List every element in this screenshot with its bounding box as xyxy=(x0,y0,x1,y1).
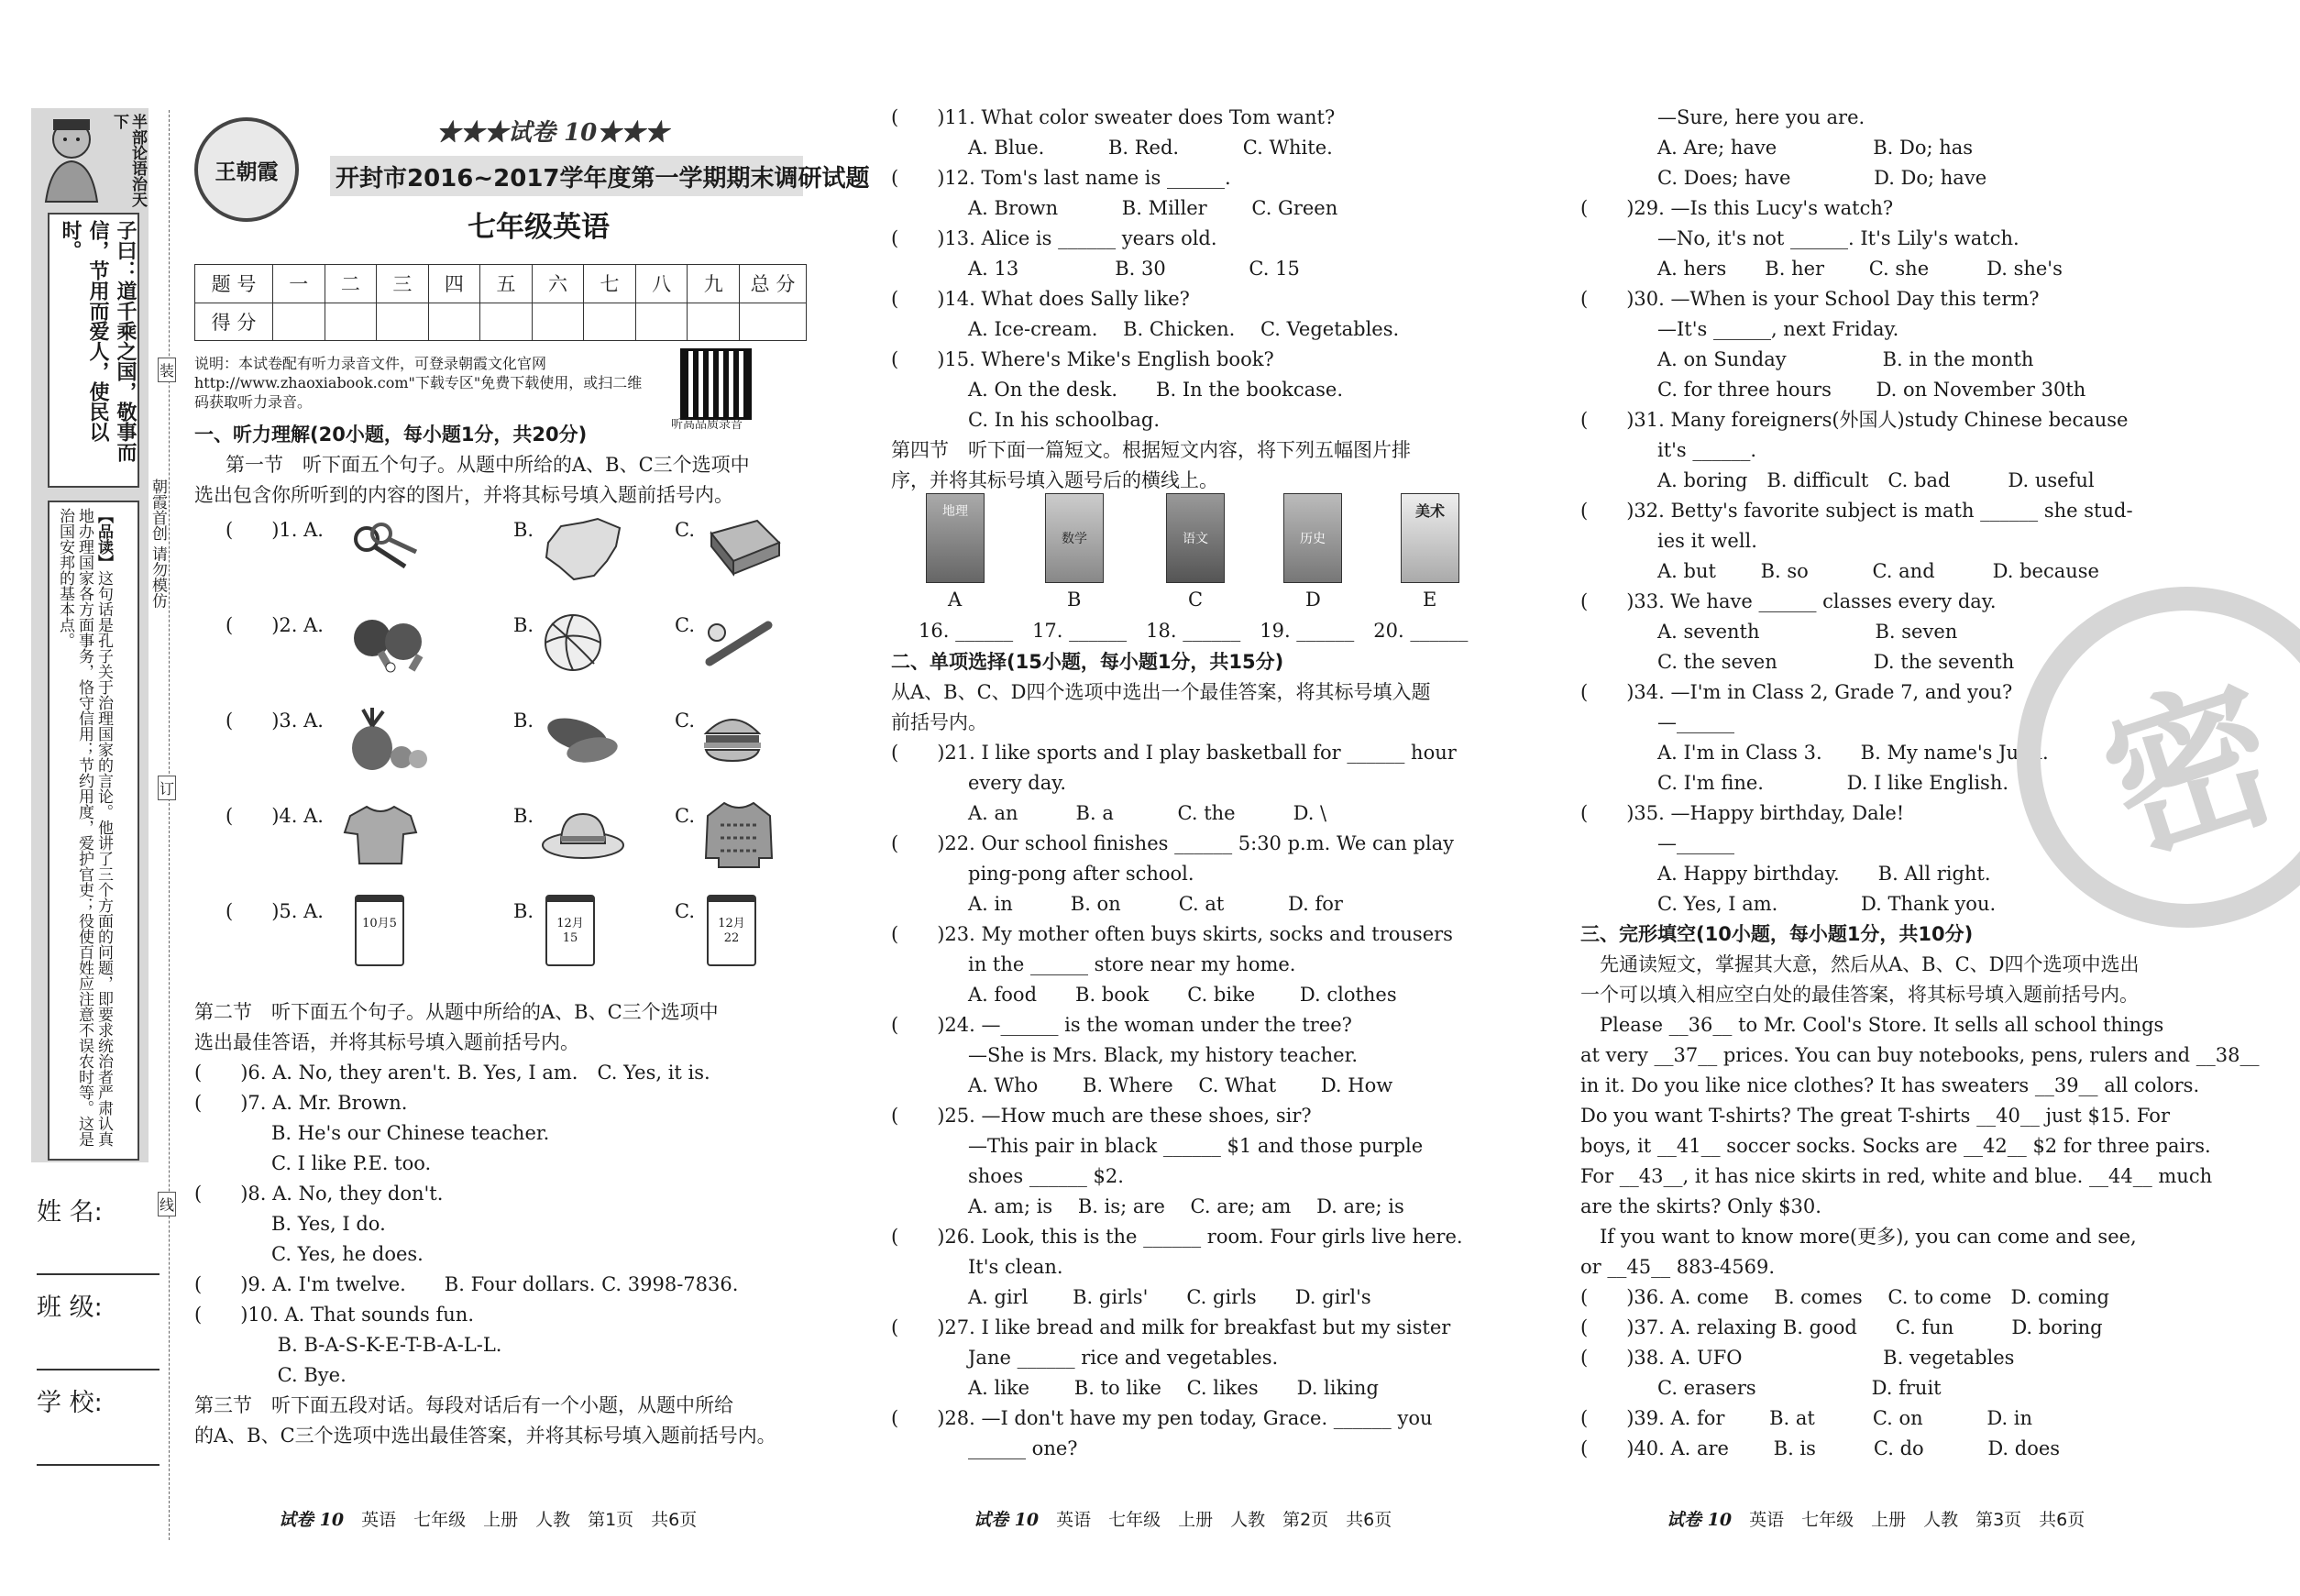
textbook-label: C xyxy=(1188,589,1204,611)
score-cell[interactable] xyxy=(584,303,636,341)
question-line: A. Who B. Where C. What D. How xyxy=(891,1074,1393,1096)
instruction-line: 选出包含你所听到的内容的图片，并将其标号填入题前括号内。 xyxy=(194,484,733,506)
question-line: 第四节 听下面一篇短文。根据短文内容，将下列五幅图片排 xyxy=(891,439,1411,461)
score-head: 总 分 xyxy=(740,265,807,303)
score-head: 四 xyxy=(428,265,480,303)
question-line: ( )9. A. I'm twelve. B. Four dollars. C. 3998-7836. xyxy=(194,1273,739,1295)
question-line: C. I like P.E. too. xyxy=(194,1152,432,1174)
question-line: A. like B. to like C. likes D. liking xyxy=(891,1377,1379,1399)
question-line: A. food B. book C. bike D. clothes xyxy=(891,984,1397,1006)
score-head: 六 xyxy=(532,265,584,303)
reading-text: 这句话是孔子关于治理国家的言论。他讲了三个方面的问题，即要求统治者严肃认真地办理国家各方面事务，恪守信用；节约用度，爱护官吏；役使百姓应注意不误农时等。这是治国安邦的基本点。 xyxy=(56,508,113,1147)
question-line: A. Ice-cream. B. Chicken. C. Vegetables. xyxy=(891,318,1400,340)
question-line: C. Yes, I am. D. Thank you. xyxy=(1580,893,1997,915)
calendar-date: 12月22 xyxy=(718,917,745,945)
question-line: —This pair in black ______ $1 and those purple xyxy=(891,1135,1424,1157)
hat-icon[interactable] xyxy=(539,807,627,862)
question-line: ( )34. —I'm in Class 2, Grade 7, and you? xyxy=(1580,681,2013,703)
question-line: ( )23. My mother often buys skirts, socks and trousers xyxy=(891,923,1453,945)
question-line: A. 13 B. 30 C. 15 xyxy=(891,258,1300,280)
watermark-seal xyxy=(1973,543,2300,973)
question-line: A. seventh B. seven xyxy=(1580,621,1958,643)
option-b-label: B. xyxy=(513,710,534,732)
footer-text: 英语 七年级 上册 人教 第2页 共6页 xyxy=(1056,1510,1392,1530)
calendar-date: 12月15 xyxy=(556,917,584,945)
question-line: boys, it __41__ soccer socks. Socks are __42__ $2 for three pairs. xyxy=(1580,1135,2211,1157)
question-line: ( )27. I like bread and milk for breakfast but my sister xyxy=(891,1316,1451,1338)
question-line: —Sure, here you are. xyxy=(1580,106,1865,128)
question-line: 一个可以填入相应空白处的最佳答案，将其标号填入题前括号内。 xyxy=(1580,984,2139,1006)
question-line: It's clean. xyxy=(891,1256,1063,1278)
textbook-label: D xyxy=(1305,589,1321,611)
score-cell[interactable] xyxy=(480,303,533,341)
page-footer xyxy=(279,1506,697,1531)
question-line: A. girl B. girls' C. girls D. girl's xyxy=(891,1286,1371,1308)
score-head: 五 xyxy=(480,265,533,303)
option-c-label: C. xyxy=(675,805,695,827)
section-title: 二、单项选择(15小题，每小题1分，共15分) xyxy=(891,651,1284,673)
textbook-label: A xyxy=(948,589,963,611)
cut-mark: 装 xyxy=(158,358,176,382)
school-field[interactable] xyxy=(37,1382,160,1466)
score-cell[interactable] xyxy=(532,303,584,341)
name-label: 姓 名: xyxy=(37,1198,103,1227)
cut-mark: 线 xyxy=(158,1192,176,1216)
ordering-blanks[interactable]: 16. ______ 17. ______ 18. ______ 19. ______ 20. ______ xyxy=(919,620,1469,642)
page-footer xyxy=(1667,1506,2085,1531)
option-c-label: C. xyxy=(675,614,695,636)
question-line: in it. Do you like nice clothes? It has sweaters __39__ all colors. xyxy=(1580,1074,2200,1096)
question-line: 第二节 听下面五个句子。从题中所给的A、B、C三个选项中 xyxy=(194,1001,719,1023)
hamburger-icon[interactable] xyxy=(700,710,765,765)
logo-seal xyxy=(194,117,299,222)
question-line: ( )11. What color sweater does Tom want? xyxy=(891,106,1336,128)
question-line: ( )8. A. No, they don't. xyxy=(194,1183,444,1205)
book-icon[interactable] xyxy=(702,515,785,585)
question-line: 的A、B、C三个选项中选出最佳答案，并将其标号填入题前括号内。 xyxy=(194,1425,776,1447)
question-line: C. Yes, he does. xyxy=(194,1243,424,1265)
question-line: B. B-A-S-K-E-T-B-A-L-L. xyxy=(194,1334,502,1356)
question-line: If you want to know more(更多), you can come and see, xyxy=(1580,1226,2137,1248)
score-label: 得 分 xyxy=(195,303,273,341)
question-line: ( )6. A. No, they aren't. B. Yes, I am. C. Yes, it is. xyxy=(194,1062,710,1084)
question-line: ping-pong after school. xyxy=(891,863,1194,885)
question-line: A. in B. on C. at D. for xyxy=(891,893,1343,915)
score-head: 八 xyxy=(635,265,688,303)
question-line: Jane ______ rice and vegetables. xyxy=(891,1347,1279,1369)
subject-title: 七年级英语 xyxy=(468,211,610,244)
score-cell[interactable] xyxy=(688,303,740,341)
score-cell[interactable] xyxy=(428,303,480,341)
reading-label: 【品读】 xyxy=(94,508,113,570)
textbook-cover-chinese[interactable] xyxy=(1166,493,1225,583)
score-cell[interactable] xyxy=(325,303,377,341)
question-3: ( )3. A. xyxy=(226,710,324,732)
sweet-potato-icon[interactable] xyxy=(541,711,623,766)
question-line: C. for three hours D. on November 30th xyxy=(1580,379,2086,401)
question-line: in the ______ store near my home. xyxy=(891,953,1296,975)
question-line: ( )7. A. Mr. Brown. xyxy=(194,1092,408,1114)
instruction-line: 第一节 听下面五个句子。从题中所给的A、B、C三个选项中 xyxy=(226,454,750,476)
question-line: C. erasers D. fruit xyxy=(1580,1377,1942,1399)
question-line: ( )10. A. That sounds fun. xyxy=(194,1304,475,1326)
question-line: ( )31. Many foreigners(外国人)study Chinese because xyxy=(1580,409,2129,431)
question-line: ( )14. What does Sally like? xyxy=(891,288,1190,310)
calendar-icon[interactable] xyxy=(354,897,405,964)
option-c-label: C. xyxy=(675,900,695,922)
keys-icon[interactable] xyxy=(348,521,422,576)
textbook-cover-geography[interactable] xyxy=(926,493,985,583)
question-line: Do you want T-shirts? The great T-shirts __40__ just $15. For xyxy=(1580,1105,2170,1127)
paper-label: ★★★试卷 10★★★ xyxy=(436,119,669,147)
option-b-label: B. xyxy=(513,900,534,922)
question-line: A. Happy birthday. B. All right. xyxy=(1580,863,1991,885)
question-line: ( )22. Our school finishes ______ 5:30 p.m. We can play xyxy=(891,832,1454,854)
logo-text: 王朝霞 xyxy=(215,159,279,184)
question-line: ( )32. Betty's favorite subject is math ______ she stud- xyxy=(1580,500,2133,522)
question-line: are the skirts? Only $30. xyxy=(1580,1195,1821,1217)
question-line: 选出最佳答语，并将其标号填入题前括号内。 xyxy=(194,1031,579,1053)
question-line: A. Brown B. Miller C. Green xyxy=(891,197,1338,219)
footer-paper: 试卷 10 xyxy=(279,1510,345,1530)
exam-title: 开封市2016~2017学年度第一学期期末调研试题 xyxy=(336,165,870,193)
question-line: 第三节 听下面五段对话。每段对话后有一个小题，从题中所给 xyxy=(194,1394,733,1416)
question-line: A. an B. a C. the D. \ xyxy=(891,802,1327,824)
sidebar-portrait xyxy=(33,110,110,205)
question-line: ( )36. A. come B. comes C. to come D. coming xyxy=(1580,1286,2109,1308)
question-line: A. I'm in Class 3. B. My name's Julia. xyxy=(1580,742,2049,764)
question-line: B. He's our Chinese teacher. xyxy=(194,1122,550,1144)
question-line: —______ xyxy=(1580,832,1734,854)
question-line: A. Are; have B. Do; has xyxy=(1580,137,1974,159)
sidebar-quote: 子曰：道千乘之国，敬事而信，节用而爱人，使民以时。 xyxy=(59,220,138,462)
sweater-icon[interactable] xyxy=(702,798,776,871)
option-c-label: C. xyxy=(675,710,695,732)
question-line: For __43__, it has nice skirts in red, white and blue. __44__ much xyxy=(1580,1165,2213,1187)
sidebar-reading xyxy=(55,508,113,1150)
question-line: ( )12. Tom's last name is ______. xyxy=(891,167,1231,189)
class-line xyxy=(37,1369,160,1370)
question-line: A. on Sunday B. in the month xyxy=(1580,348,2034,370)
school-label: 学 校: xyxy=(37,1389,103,1417)
textbook-label: B xyxy=(1067,589,1082,611)
question-line: ( )13. Alice is ______ years old. xyxy=(891,227,1217,249)
textbook-label: E xyxy=(1423,589,1437,611)
note-text: 说明：本试卷配有听力录音文件，可登录朝霞文化官网 http://www.zhaoxiabook.com"下载专区"免费下载使用，或扫二维码获取听力录音。 xyxy=(194,355,643,411)
question-line: 序，并将其标号填入题号后的横线上。 xyxy=(891,469,1218,491)
option-b-label: B. xyxy=(513,519,534,541)
question-line: —It's ______, next Friday. xyxy=(1580,318,1899,340)
score-head: 一 xyxy=(273,265,325,303)
t-shirt-icon[interactable] xyxy=(343,803,418,867)
section-1-title: 一、听力理解(20小题，每小题1分，共20分) xyxy=(194,424,588,446)
textbook-title: 数学 xyxy=(1062,532,1087,546)
question-line: C. the seven D. the seventh xyxy=(1580,651,2015,673)
sidebar-quote-top: 半部论语治天下 xyxy=(110,114,147,207)
score-head: 九 xyxy=(688,265,740,303)
question-line: ies it well. xyxy=(1580,530,1757,552)
footer-text: 英语 七年级 上册 人教 第3页 共6页 xyxy=(1749,1510,2085,1530)
textbook-title: 语文 xyxy=(1183,532,1208,546)
question-line: ( )33. We have ______ classes every day. xyxy=(1580,590,1997,612)
footer-paper: 试卷 10 xyxy=(1667,1510,1733,1530)
baseball-bat-icon[interactable] xyxy=(702,614,776,669)
question-line: —No, it's not ______. It's Lily's watch. xyxy=(1580,227,2019,249)
textbook-title: 美术 xyxy=(1414,502,1445,520)
question-line: A. Blue. B. Red. C. White. xyxy=(891,137,1333,159)
question-4: ( )4. A. xyxy=(226,805,324,827)
score-table xyxy=(194,264,807,341)
name-field[interactable] xyxy=(37,1192,160,1275)
question-line: ( )40. A. are B. is C. do D. does xyxy=(1580,1437,2061,1459)
cut-mark: 订 xyxy=(158,776,176,800)
question-line: ( )38. A. UFO B. vegetables xyxy=(1580,1347,2015,1369)
option-b-label: B. xyxy=(513,805,534,827)
question-line: Please __36__ to Mr. Cool's Store. It sells all school things xyxy=(1580,1014,2164,1036)
question-line: A. boring B. difficult C. bad D. useful xyxy=(1580,469,2095,491)
question-line: ( )29. —Is this Lucy's watch? xyxy=(1580,197,1894,219)
question-line: ( )26. Look, this is the ______ room. Four girls live here. xyxy=(891,1226,1463,1248)
volleyball-icon[interactable] xyxy=(541,611,605,675)
question-line: at very __37__ prices. You can buy notebooks, pens, rulers and __38__ xyxy=(1580,1044,2260,1066)
question-2: ( )2. A. xyxy=(226,614,324,636)
page-footer xyxy=(974,1506,1392,1531)
calendar-icon[interactable] xyxy=(706,897,757,964)
question-line: ______ one? xyxy=(891,1437,1078,1459)
name-line xyxy=(37,1273,160,1275)
question-line: A. but B. so C. and D. because xyxy=(1580,560,2099,582)
question-line: shoes ______ $2. xyxy=(891,1165,1124,1187)
question-line: —She is Mrs. Black, my history teacher. xyxy=(891,1044,1358,1066)
score-cell[interactable] xyxy=(740,303,807,341)
question-line: ( )21. I like sports and I play basketball for ______ hour xyxy=(891,742,1457,764)
watermark-text: 密 xyxy=(2083,654,2300,887)
class-field[interactable] xyxy=(37,1287,160,1370)
score-head: 三 xyxy=(377,265,429,303)
school-line xyxy=(37,1464,160,1466)
textbook-cover-math[interactable] xyxy=(1045,493,1104,583)
question-line: A. hers B. her C. she D. she's xyxy=(1580,258,2063,280)
question-line: every day. xyxy=(891,772,1067,794)
question-line: it's ______. xyxy=(1580,439,1757,461)
footer-text: 英语 七年级 上册 人教 第1页 共6页 xyxy=(361,1510,698,1530)
question-line: ( )37. A. relaxing B. good C. fun D. boring xyxy=(1580,1316,2103,1338)
footer-paper: 试卷 10 xyxy=(974,1510,1040,1530)
cut-line xyxy=(169,110,170,1540)
class-label: 班 级: xyxy=(37,1293,103,1322)
question-line: ( )28. —I don't have my pen today, Grace. ______ you xyxy=(891,1407,1433,1429)
cut-text: 朝霞首创 请勿模仿 xyxy=(149,479,167,609)
qr-code[interactable] xyxy=(680,348,752,420)
ping-pong-icon[interactable] xyxy=(348,614,436,673)
question-line: 从A、B、C、D四个选项中选出一个最佳答案，将其标号填入题 xyxy=(891,681,1431,703)
pineapple-icon[interactable] xyxy=(341,708,429,772)
question-5: ( )5. A. xyxy=(226,900,324,922)
calendar-date: 10月5 xyxy=(362,917,397,930)
question-line: ( )25. —How much are these shoes, sir? xyxy=(891,1105,1312,1127)
question-1: ( )1. A. xyxy=(226,519,324,541)
score-cell[interactable] xyxy=(377,303,429,341)
question-line: ( )39. A. for B. at C. on D. in xyxy=(1580,1407,2033,1429)
question-line: ( )15. Where's Mike's English book? xyxy=(891,348,1274,370)
question-line: C. I'm fine. D. I like English. xyxy=(1580,772,2009,794)
question-line: C. Does; have D. Do; have xyxy=(1580,167,1987,189)
question-line: C. In his schoolbag. xyxy=(891,409,1161,431)
calendar-icon[interactable] xyxy=(545,897,596,964)
score-head: 题 号 xyxy=(195,265,273,303)
question-line: B. Yes, I do. xyxy=(194,1213,386,1235)
question-line: —______ xyxy=(1580,711,1734,733)
section-title: 三、完形填空(10小题，每小题1分，共10分) xyxy=(1580,923,1974,945)
question-line: A. On the desk. B. In the bookcase. xyxy=(891,379,1344,401)
score-cell[interactable] xyxy=(635,303,688,341)
question-line: C. Bye. xyxy=(194,1364,347,1386)
china-map-icon[interactable] xyxy=(543,515,625,585)
question-line: 先通读短文，掌握其大意，然后从A、B、C、D四个选项中选出 xyxy=(1580,953,2140,975)
question-line: ( )30. —When is your School Day this term? xyxy=(1580,288,2040,310)
textbook-cover-art[interactable] xyxy=(1401,493,1459,583)
score-head: 二 xyxy=(325,265,377,303)
textbook-cover-history[interactable] xyxy=(1283,493,1342,583)
score-cell[interactable] xyxy=(273,303,325,341)
option-c-label: C. xyxy=(675,519,695,541)
score-head: 七 xyxy=(584,265,636,303)
textbook-title: 地理 xyxy=(942,504,968,519)
question-line: A. am; is B. is; are C. are; am D. are; is xyxy=(891,1195,1404,1217)
question-line: ( )35. —Happy birthday, Dale! xyxy=(1580,802,1905,824)
question-line: ( )24. —______ is the woman under the tree? xyxy=(891,1014,1352,1036)
option-b-label: B. xyxy=(513,614,534,636)
textbook-title: 历史 xyxy=(1300,532,1326,546)
question-line: or __45__ 883-4569. xyxy=(1580,1256,1776,1278)
qr-caption: 听高品质录音 xyxy=(671,418,743,432)
question-line: 前括号内。 xyxy=(891,711,987,733)
